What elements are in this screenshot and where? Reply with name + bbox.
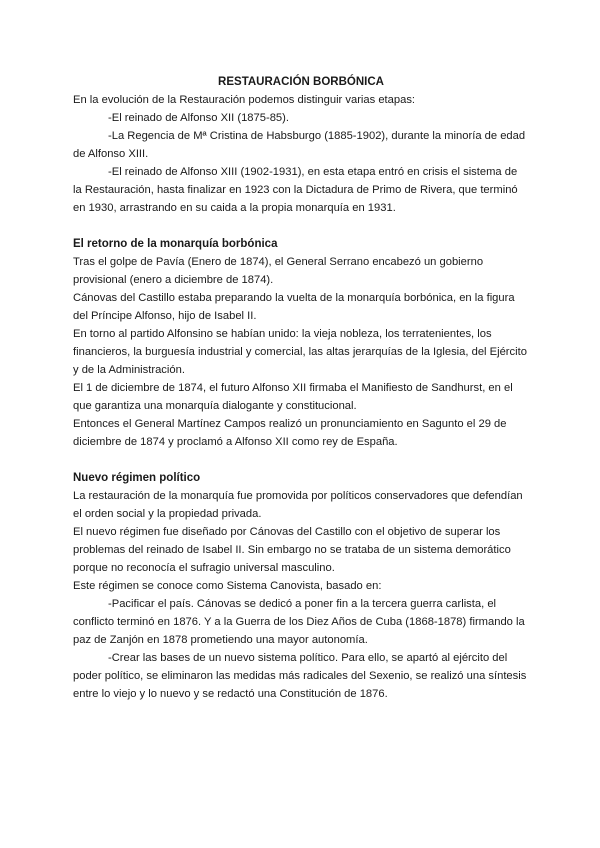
list-item: -Pacificar el país. Cánovas se dedicó a poner fin a la tercera guerra carlista, el conflicto terminó en 1876. Y a la Guerra de los Diez Años de Cuba (1868-1878) firmando la paz de Zanjón en 1878 prometiendo una mayor autonomía. bbox=[73, 598, 525, 646]
stage-3: -El reinado de Alfonso XIII (1902-1931), en esta etapa entró en crisis el sistema de la Restauración, hasta finalizar en 1923 con la Dictadura de Primo de Rivera, que terminó en 1930, arrastrando en su caida a la propia monarquía en 1931. bbox=[73, 166, 518, 214]
list-item: -Crear las bases de un nuevo sistema político. Para ello, se apartó al ejército del poder político, se eliminaron las medidas más radicales del Sexenio, se realizó una síntesis entre lo viejo y lo nuevo y se redactó una Constitución de 1876. bbox=[73, 652, 527, 700]
spacer bbox=[73, 451, 529, 469]
intro-lead: En la evolución de la Restauración podemos distinguir varias etapas: bbox=[73, 94, 416, 106]
document-page bbox=[73, 73, 529, 703]
spacer bbox=[73, 217, 529, 235]
paragraph: En torno al partido Alfonsino se habían unido: la vieja nobleza, los terratenientes, los financieros, la burguesía industrial y comercial, las altas jerarquías de la Iglesia, del Ejército y de la Administración. bbox=[73, 328, 527, 376]
paragraph: Tras el golpe de Pavía (Enero de 1874), el General Serrano encabezó un gobierno provisional (enero a diciembre de 1874). bbox=[73, 256, 484, 286]
stage-1: -El reinado de Alfonso XII (1875-85). bbox=[108, 112, 289, 124]
section-heading-retorno: El retorno de la monarquía borbónica bbox=[73, 238, 278, 250]
paragraph: El 1 de diciembre de 1874, el futuro Alfonso XII firmaba el Manifiesto de Sandhurst, en el que garantiza una monarquía dialogante y constitucional. bbox=[73, 382, 513, 412]
paragraph: La restauración de la monarquía fue promovida por políticos conservadores que defendían el orden social y la propiedad privada. bbox=[73, 490, 523, 520]
paragraph: El nuevo régimen fue diseñado por Cánovas del Castillo con el objetivo de superar los problemas del reinado de Isabel II. Sin embargo no se trataba de un sistema demorático porque no reconocía el sufragio universal masculino. bbox=[73, 526, 511, 574]
paragraph: Cánovas del Castillo estaba preparando la vuelta de la monarquía borbónica, en la figura del Príncipe Alfonso, hijo de Isabel II. bbox=[73, 292, 515, 322]
paragraph: Entonces el General Martínez Campos realizó un pronunciamiento en Sagunto el 29 de diciembre de 1874 y proclamó a Alfonso XII como rey de España. bbox=[73, 418, 507, 448]
section-heading-nuevo-regimen: Nuevo régimen político bbox=[73, 472, 201, 484]
stage-2: -La Regencia de Mª Cristina de Habsburgo (1885-1902), durante la minoría de edad de Alfonso XIII. bbox=[73, 130, 526, 160]
paragraph: Este régimen se conoce como Sistema Canovista, basado en: bbox=[73, 580, 382, 592]
page-title: RESTAURACIÓN BORBÓNICA bbox=[218, 76, 384, 88]
